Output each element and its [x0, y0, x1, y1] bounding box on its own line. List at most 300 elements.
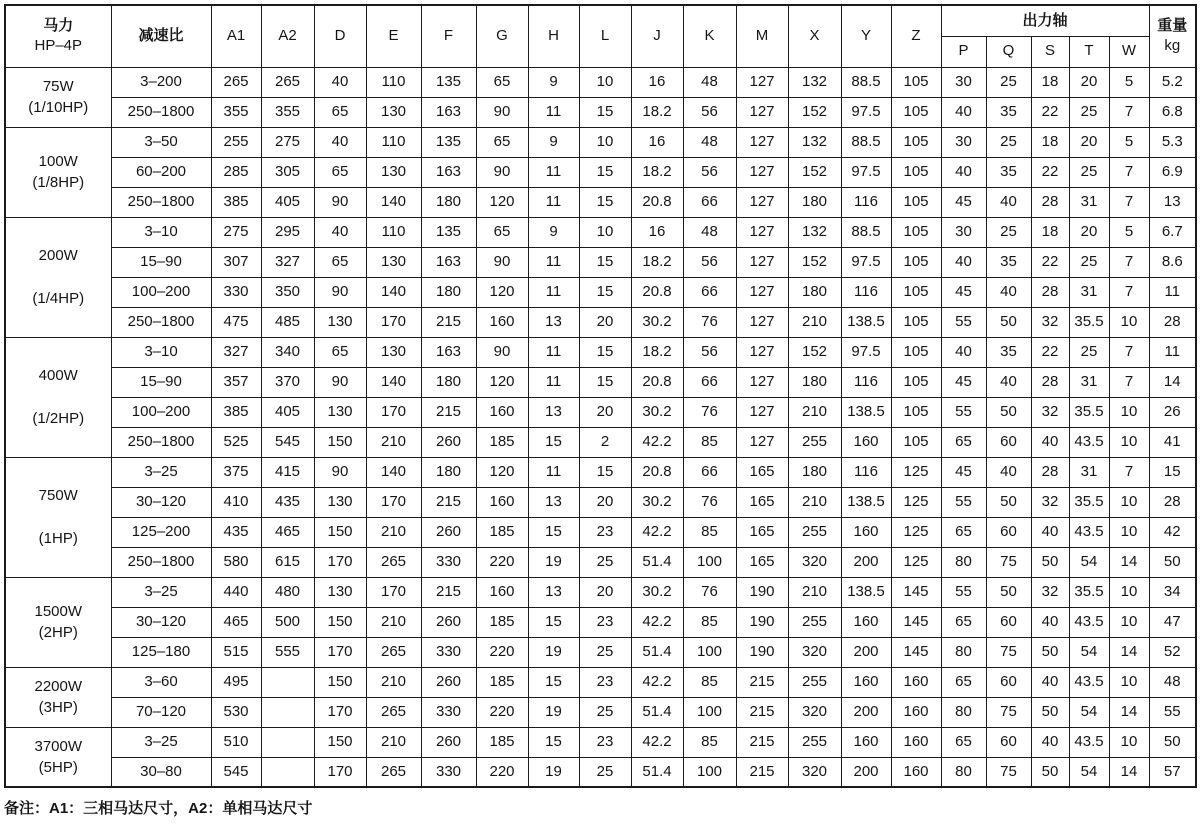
cell-l: 23 — [579, 727, 631, 757]
table-row — [5, 667, 1196, 697]
cell-k: 100 — [683, 547, 736, 577]
cell-p: 30 — [941, 217, 986, 247]
cell-k: 85 — [683, 517, 736, 547]
cell-l: 2 — [579, 427, 631, 457]
cell-w: 14 — [1109, 697, 1149, 727]
cell-ratio: 30–120 — [111, 487, 211, 517]
cell-g: 160 — [476, 397, 528, 427]
cell-w: 10 — [1109, 667, 1149, 697]
cell-d: 65 — [314, 247, 366, 277]
cell-s: 40 — [1031, 667, 1069, 697]
cell-a2: 275 — [261, 127, 314, 157]
cell-a2: 355 — [261, 97, 314, 127]
cell-p: 80 — [941, 757, 986, 787]
power-cell — [5, 457, 111, 577]
cell-a2 — [261, 757, 314, 787]
cell-weight: 50 — [1149, 727, 1196, 757]
header-g: G — [476, 5, 528, 67]
cell-x: 320 — [788, 757, 841, 787]
cell-t: 35.5 — [1069, 397, 1109, 427]
cell-f: 180 — [421, 367, 476, 397]
cell-w: 10 — [1109, 397, 1149, 427]
cell-t: 25 — [1069, 337, 1109, 367]
cell-g: 160 — [476, 307, 528, 337]
cell-s: 32 — [1031, 577, 1069, 607]
cell-a2 — [261, 667, 314, 697]
cell-p: 55 — [941, 397, 986, 427]
cell-m: 190 — [736, 637, 788, 667]
cell-t: 43.5 — [1069, 667, 1109, 697]
cell-ratio: 100–200 — [111, 277, 211, 307]
cell-w: 14 — [1109, 637, 1149, 667]
header-p: P — [941, 36, 986, 67]
cell-y: 97.5 — [841, 97, 891, 127]
cell-q: 75 — [986, 697, 1031, 727]
table-row — [5, 697, 1196, 727]
cell-e: 130 — [366, 247, 421, 277]
cell-t: 54 — [1069, 547, 1109, 577]
cell-k: 76 — [683, 487, 736, 517]
power-cell — [5, 337, 111, 457]
table-row — [5, 487, 1196, 517]
cell-f: 260 — [421, 667, 476, 697]
cell-weight: 6.8 — [1149, 97, 1196, 127]
cell-k: 85 — [683, 607, 736, 637]
header-horsepower-label: 马力 — [43, 17, 74, 35]
cell-w: 7 — [1109, 97, 1149, 127]
cell-q: 40 — [986, 367, 1031, 397]
cell-h: 13 — [528, 577, 579, 607]
cell-l: 15 — [579, 247, 631, 277]
cell-e: 140 — [366, 187, 421, 217]
cell-w: 10 — [1109, 427, 1149, 457]
cell-g: 160 — [476, 577, 528, 607]
cell-a1: 327 — [211, 337, 261, 367]
cell-p: 40 — [941, 247, 986, 277]
cell-l: 15 — [579, 457, 631, 487]
table-row — [5, 637, 1196, 667]
header-k: K — [683, 5, 736, 67]
cell-s: 28 — [1031, 277, 1069, 307]
cell-w: 5 — [1109, 217, 1149, 247]
cell-q: 50 — [986, 577, 1031, 607]
table-row — [5, 247, 1196, 277]
cell-q: 25 — [986, 217, 1031, 247]
cell-j: 42.2 — [631, 727, 683, 757]
cell-p: 55 — [941, 487, 986, 517]
cell-q: 60 — [986, 727, 1031, 757]
cell-d: 65 — [314, 97, 366, 127]
cell-y: 200 — [841, 697, 891, 727]
cell-a1: 410 — [211, 487, 261, 517]
header-t: T — [1069, 36, 1109, 67]
cell-m: 165 — [736, 547, 788, 577]
cell-s: 18 — [1031, 67, 1069, 97]
cell-s: 40 — [1031, 727, 1069, 757]
power-hp: (5HP) — [38, 758, 78, 776]
table-row — [5, 757, 1196, 787]
cell-weight: 55 — [1149, 697, 1196, 727]
cell-g: 220 — [476, 547, 528, 577]
cell-s: 50 — [1031, 637, 1069, 667]
cell-x: 210 — [788, 397, 841, 427]
cell-g: 220 — [476, 637, 528, 667]
header-weight — [1149, 5, 1196, 67]
cell-m: 127 — [736, 127, 788, 157]
power-cell — [5, 217, 111, 337]
cell-w: 5 — [1109, 67, 1149, 97]
cell-f: 330 — [421, 757, 476, 787]
cell-g: 185 — [476, 427, 528, 457]
cell-s: 18 — [1031, 217, 1069, 247]
header-row-top — [5, 5, 1196, 36]
cell-x: 152 — [788, 97, 841, 127]
cell-k: 48 — [683, 217, 736, 247]
cell-g: 220 — [476, 697, 528, 727]
cell-h: 11 — [528, 157, 579, 187]
cell-ratio: 30–80 — [111, 757, 211, 787]
cell-d: 130 — [314, 487, 366, 517]
cell-p: 65 — [941, 667, 986, 697]
cell-l: 23 — [579, 607, 631, 637]
cell-a2: 615 — [261, 547, 314, 577]
cell-y: 97.5 — [841, 247, 891, 277]
cell-w: 7 — [1109, 457, 1149, 487]
cell-g: 90 — [476, 97, 528, 127]
cell-z: 105 — [891, 217, 941, 247]
cell-a1: 525 — [211, 427, 261, 457]
cell-p: 80 — [941, 547, 986, 577]
cell-a2: 340 — [261, 337, 314, 367]
cell-a2: 327 — [261, 247, 314, 277]
cell-j: 20.8 — [631, 367, 683, 397]
cell-j: 18.2 — [631, 337, 683, 367]
cell-a1: 475 — [211, 307, 261, 337]
cell-a1: 275 — [211, 217, 261, 247]
cell-w: 5 — [1109, 127, 1149, 157]
cell-h: 19 — [528, 547, 579, 577]
cell-weight: 41 — [1149, 427, 1196, 457]
cell-m: 127 — [736, 307, 788, 337]
cell-q: 75 — [986, 757, 1031, 787]
cell-t: 20 — [1069, 217, 1109, 247]
cell-q: 40 — [986, 457, 1031, 487]
cell-m: 127 — [736, 367, 788, 397]
cell-a1: 510 — [211, 727, 261, 757]
cell-w: 7 — [1109, 367, 1149, 397]
cell-weight: 57 — [1149, 757, 1196, 787]
cell-t: 43.5 — [1069, 607, 1109, 637]
cell-q: 35 — [986, 97, 1031, 127]
cell-weight: 13 — [1149, 187, 1196, 217]
cell-x: 132 — [788, 67, 841, 97]
cell-z: 105 — [891, 277, 941, 307]
cell-w: 7 — [1109, 277, 1149, 307]
power-cell — [5, 667, 111, 727]
header-e: E — [366, 5, 421, 67]
cell-a2: 305 — [261, 157, 314, 187]
cell-d: 150 — [314, 667, 366, 697]
cell-a2 — [261, 727, 314, 757]
cell-ratio: 125–200 — [111, 517, 211, 547]
cell-ratio: 250–1800 — [111, 427, 211, 457]
cell-a2: 265 — [261, 67, 314, 97]
cell-d: 130 — [314, 577, 366, 607]
cell-e: 170 — [366, 397, 421, 427]
cell-q: 35 — [986, 157, 1031, 187]
cell-h: 19 — [528, 697, 579, 727]
cell-g: 160 — [476, 487, 528, 517]
cell-ratio: 125–180 — [111, 637, 211, 667]
cell-weight: 26 — [1149, 397, 1196, 427]
cell-e: 130 — [366, 97, 421, 127]
power-hp: (1/10HP) — [28, 99, 89, 116]
header-l: L — [579, 5, 631, 67]
cell-m: 127 — [736, 337, 788, 367]
table-row — [5, 217, 1196, 247]
cell-a2: 555 — [261, 637, 314, 667]
cell-x: 210 — [788, 487, 841, 517]
cell-m: 127 — [736, 187, 788, 217]
cell-z: 125 — [891, 487, 941, 517]
cell-k: 100 — [683, 757, 736, 787]
cell-e: 110 — [366, 217, 421, 247]
cell-z: 105 — [891, 307, 941, 337]
cell-z: 160 — [891, 697, 941, 727]
cell-s: 22 — [1031, 337, 1069, 367]
cell-h: 15 — [528, 427, 579, 457]
cell-l: 20 — [579, 307, 631, 337]
cell-e: 210 — [366, 607, 421, 637]
cell-d: 40 — [314, 217, 366, 247]
cell-l: 25 — [579, 547, 631, 577]
cell-e: 110 — [366, 127, 421, 157]
cell-x: 255 — [788, 427, 841, 457]
cell-m: 127 — [736, 427, 788, 457]
cell-y: 160 — [841, 607, 891, 637]
cell-a2: 415 — [261, 457, 314, 487]
power-cell — [5, 67, 111, 127]
cell-g: 220 — [476, 757, 528, 787]
cell-y: 88.5 — [841, 217, 891, 247]
cell-p: 80 — [941, 697, 986, 727]
cell-h: 13 — [528, 487, 579, 517]
cell-t: 25 — [1069, 247, 1109, 277]
power-hp: (1HP) — [38, 530, 78, 547]
cell-z: 105 — [891, 67, 941, 97]
table-row — [5, 517, 1196, 547]
cell-z: 145 — [891, 577, 941, 607]
cell-t: 35.5 — [1069, 577, 1109, 607]
cell-h: 11 — [528, 457, 579, 487]
cell-d: 90 — [314, 187, 366, 217]
cell-a1: 357 — [211, 367, 261, 397]
cell-a1: 465 — [211, 607, 261, 637]
cell-a1: 515 — [211, 637, 261, 667]
cell-w: 10 — [1109, 607, 1149, 637]
cell-l: 15 — [579, 187, 631, 217]
cell-q: 75 — [986, 547, 1031, 577]
cell-k: 48 — [683, 127, 736, 157]
cell-a2: 370 — [261, 367, 314, 397]
cell-p: 40 — [941, 157, 986, 187]
cell-z: 105 — [891, 367, 941, 397]
cell-z: 105 — [891, 127, 941, 157]
cell-l: 25 — [579, 637, 631, 667]
header-d: D — [314, 5, 366, 67]
cell-f: 260 — [421, 727, 476, 757]
cell-p: 40 — [941, 337, 986, 367]
cell-weight: 14 — [1149, 367, 1196, 397]
cell-g: 185 — [476, 517, 528, 547]
cell-y: 97.5 — [841, 337, 891, 367]
table-row — [5, 577, 1196, 607]
cell-q: 50 — [986, 397, 1031, 427]
cell-x: 152 — [788, 337, 841, 367]
header-m: M — [736, 5, 788, 67]
cell-a2: 485 — [261, 307, 314, 337]
cell-m: 190 — [736, 577, 788, 607]
cell-z: 125 — [891, 547, 941, 577]
cell-a2: 545 — [261, 427, 314, 457]
cell-k: 66 — [683, 367, 736, 397]
table-row — [5, 427, 1196, 457]
cell-l: 23 — [579, 517, 631, 547]
cell-a1: 355 — [211, 97, 261, 127]
cell-h: 15 — [528, 727, 579, 757]
cell-h: 11 — [528, 337, 579, 367]
cell-ratio: 3–25 — [111, 727, 211, 757]
cell-t: 43.5 — [1069, 427, 1109, 457]
header-weight-label: 重量 — [1157, 17, 1188, 35]
cell-weight: 8.6 — [1149, 247, 1196, 277]
cell-z: 145 — [891, 637, 941, 667]
cell-j: 30.2 — [631, 577, 683, 607]
cell-y: 138.5 — [841, 577, 891, 607]
cell-h: 9 — [528, 67, 579, 97]
cell-p: 55 — [941, 577, 986, 607]
cell-a1: 495 — [211, 667, 261, 697]
header-z: Z — [891, 5, 941, 67]
cell-q: 60 — [986, 517, 1031, 547]
table-row — [5, 307, 1196, 337]
cell-ratio: 3–25 — [111, 457, 211, 487]
cell-t: 31 — [1069, 277, 1109, 307]
cell-k: 76 — [683, 397, 736, 427]
cell-e: 210 — [366, 517, 421, 547]
cell-s: 32 — [1031, 487, 1069, 517]
cell-z: 160 — [891, 667, 941, 697]
cell-weight: 28 — [1149, 487, 1196, 517]
cell-e: 170 — [366, 487, 421, 517]
cell-y: 160 — [841, 727, 891, 757]
cell-ratio: 3–50 — [111, 127, 211, 157]
cell-x: 132 — [788, 127, 841, 157]
cell-m: 165 — [736, 517, 788, 547]
cell-z: 125 — [891, 517, 941, 547]
cell-d: 40 — [314, 127, 366, 157]
cell-k: 85 — [683, 427, 736, 457]
cell-s: 28 — [1031, 367, 1069, 397]
cell-j: 51.4 — [631, 637, 683, 667]
table-row — [5, 607, 1196, 637]
cell-t: 43.5 — [1069, 727, 1109, 757]
cell-f: 163 — [421, 337, 476, 367]
cell-f: 215 — [421, 487, 476, 517]
cell-e: 170 — [366, 577, 421, 607]
cell-f: 330 — [421, 697, 476, 727]
cell-p: 65 — [941, 727, 986, 757]
cell-w: 10 — [1109, 517, 1149, 547]
cell-p: 40 — [941, 97, 986, 127]
cell-g: 185 — [476, 607, 528, 637]
power-watts: 400W — [38, 367, 78, 384]
cell-k: 76 — [683, 577, 736, 607]
table-row — [5, 457, 1196, 487]
cell-z: 105 — [891, 247, 941, 277]
cell-j: 18.2 — [631, 97, 683, 127]
cell-q: 40 — [986, 277, 1031, 307]
cell-weight: 52 — [1149, 637, 1196, 667]
power-watts: 1500W — [34, 603, 83, 620]
table-row — [5, 67, 1196, 97]
cell-p: 65 — [941, 607, 986, 637]
cell-z: 160 — [891, 727, 941, 757]
cell-j: 30.2 — [631, 307, 683, 337]
cell-f: 180 — [421, 457, 476, 487]
cell-m: 165 — [736, 457, 788, 487]
cell-s: 28 — [1031, 187, 1069, 217]
power-watts: 750W — [38, 487, 78, 504]
cell-y: 88.5 — [841, 127, 891, 157]
cell-a2: 435 — [261, 487, 314, 517]
cell-h: 11 — [528, 247, 579, 277]
cell-y: 160 — [841, 517, 891, 547]
cell-s: 32 — [1031, 307, 1069, 337]
cell-p: 30 — [941, 67, 986, 97]
cell-q: 50 — [986, 307, 1031, 337]
cell-q: 60 — [986, 607, 1031, 637]
cell-t: 25 — [1069, 97, 1109, 127]
power-hp: (1/2HP) — [32, 410, 85, 427]
cell-k: 56 — [683, 157, 736, 187]
cell-p: 80 — [941, 637, 986, 667]
cell-h: 9 — [528, 217, 579, 247]
table-row — [5, 337, 1196, 367]
cell-k: 66 — [683, 457, 736, 487]
header-horsepower — [5, 5, 111, 67]
header-q: Q — [986, 36, 1031, 67]
power-hp: (2HP) — [38, 624, 78, 641]
cell-q: 25 — [986, 127, 1031, 157]
cell-d: 170 — [314, 757, 366, 787]
header-ratio: 减速比 — [111, 5, 211, 67]
cell-t: 31 — [1069, 457, 1109, 487]
cell-f: 330 — [421, 547, 476, 577]
cell-ratio: 70–120 — [111, 697, 211, 727]
cell-d: 130 — [314, 397, 366, 427]
cell-a2: 500 — [261, 607, 314, 637]
cell-y: 116 — [841, 187, 891, 217]
cell-a1: 385 — [211, 397, 261, 427]
cell-x: 255 — [788, 667, 841, 697]
cell-j: 16 — [631, 127, 683, 157]
cell-q: 40 — [986, 187, 1031, 217]
cell-ratio: 30–120 — [111, 607, 211, 637]
cell-a1: 545 — [211, 757, 261, 787]
cell-h: 15 — [528, 667, 579, 697]
cell-h: 11 — [528, 97, 579, 127]
